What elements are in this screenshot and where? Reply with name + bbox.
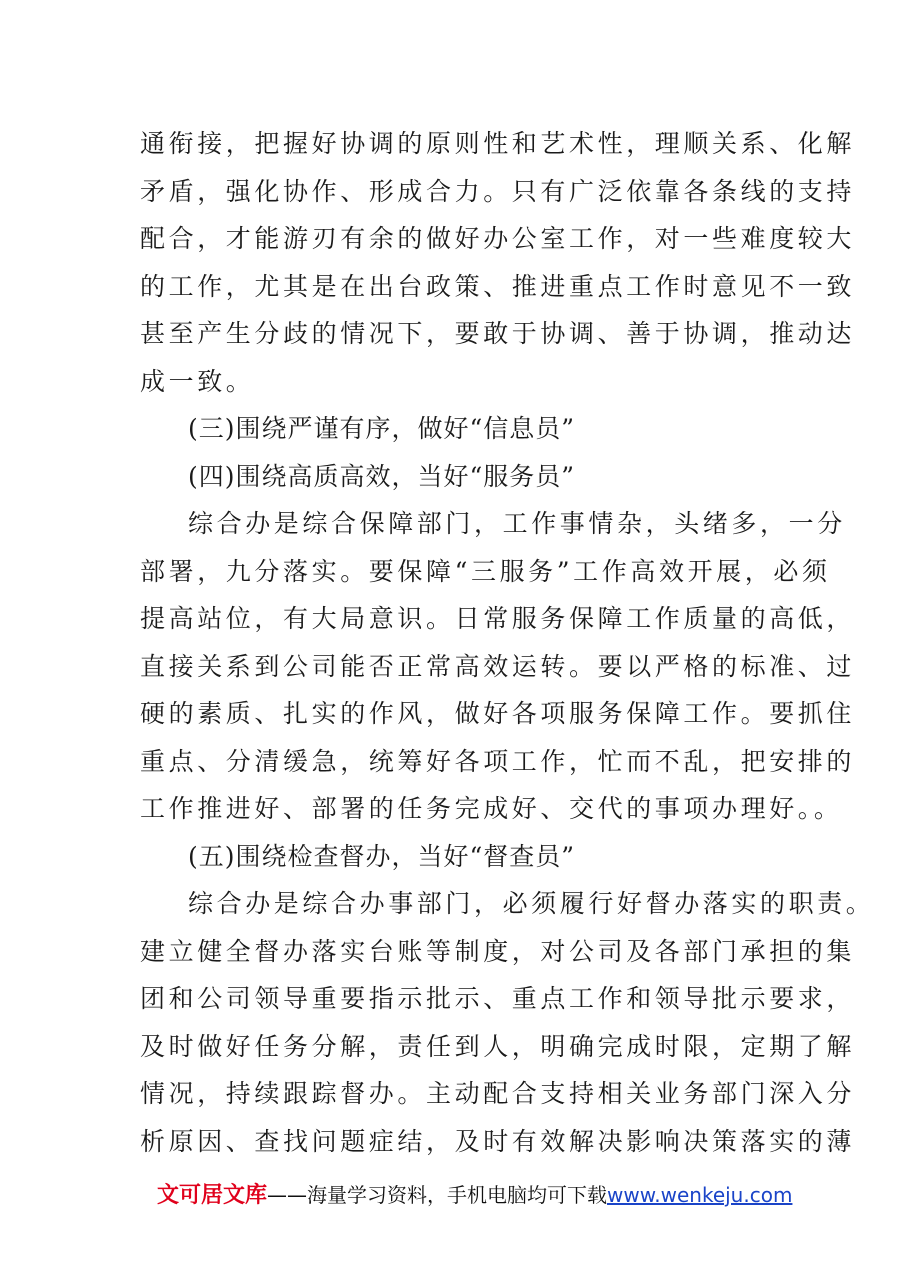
text-line: 及时做好任务分解，责任到人，明确完成时限，定期了解 <box>140 1031 856 1061</box>
paragraph-first-line: 综合办是综合保障部门，工作事情杂，头绪多，一分 <box>188 509 846 538</box>
section-heading-3: (三)围绕严谨有序，做好“信息员” <box>188 414 576 443</box>
text-line: 提高站位，有大局意识。日常服务保障工作质量的高低， <box>140 604 856 633</box>
text-line: 甚至产生分歧的情况下，要敢于协调、善于协调，推动达 <box>140 319 856 348</box>
text-line: 配合，才能游刃有余的做好办公室工作，对一些难度较大 <box>140 224 856 253</box>
text-line: 通衔接，把握好协调的原则性和艺术性，理顺关系、化解 <box>140 129 856 158</box>
document-body <box>140 120 875 1165</box>
text-line: 成一致。 <box>140 366 255 396</box>
footer-brand: 文可居文库 <box>157 1183 268 1208</box>
footer-tagline: ——海量学习资料，手机电脑均可下载 <box>267 1183 608 1207</box>
text-line: 直接关系到公司能否正常高效运转。要以严格的标准、过 <box>140 651 856 681</box>
text-line: 析原因、查找问题症结，及时有效解决影响决策落实的薄 <box>140 1126 856 1156</box>
text-line: 情况，持续跟踪督办。主动配合支持相关业务部门深入分 <box>140 1079 856 1108</box>
text-line: 建立健全督办落实台账等制度，对公司及各部门承担的集 <box>140 936 856 966</box>
text-line: 矛盾，强化协作、形成合力。只有广泛依靠各条线的支持 <box>140 176 856 206</box>
text-line: 部署，九分落实。要保障“三服务”工作高效开展，必须 <box>140 556 831 586</box>
section-heading-4: (四)围绕高质高效，当好“服务员” <box>188 461 576 491</box>
page-footer <box>157 1180 792 1211</box>
footer-website-link[interactable]: www.wenkeju.com <box>607 1183 793 1207</box>
paragraph-first-line: 综合办是综合办事部门，必须履行好督办落实的职责。 <box>188 889 875 918</box>
text-line: 工作推进好、部署的任务完成好、交代的事项办理好。。 <box>140 794 843 823</box>
section-heading-5: (五)围绕检查督办，当好“督查员” <box>188 841 576 871</box>
text-line: 重点、分清缓急，统筹好各项工作，忙而不乱，把安排的 <box>140 746 856 776</box>
text-line: 团和公司领导重要指示批示、重点工作和领导批示要求， <box>140 984 856 1013</box>
text-line: 的工作，尤其是在出台政策、推进重点工作时意见不一致 <box>140 271 856 301</box>
text-line: 硬的素质、扎实的作风，做好各项服务保障工作。要抓住 <box>140 699 856 728</box>
